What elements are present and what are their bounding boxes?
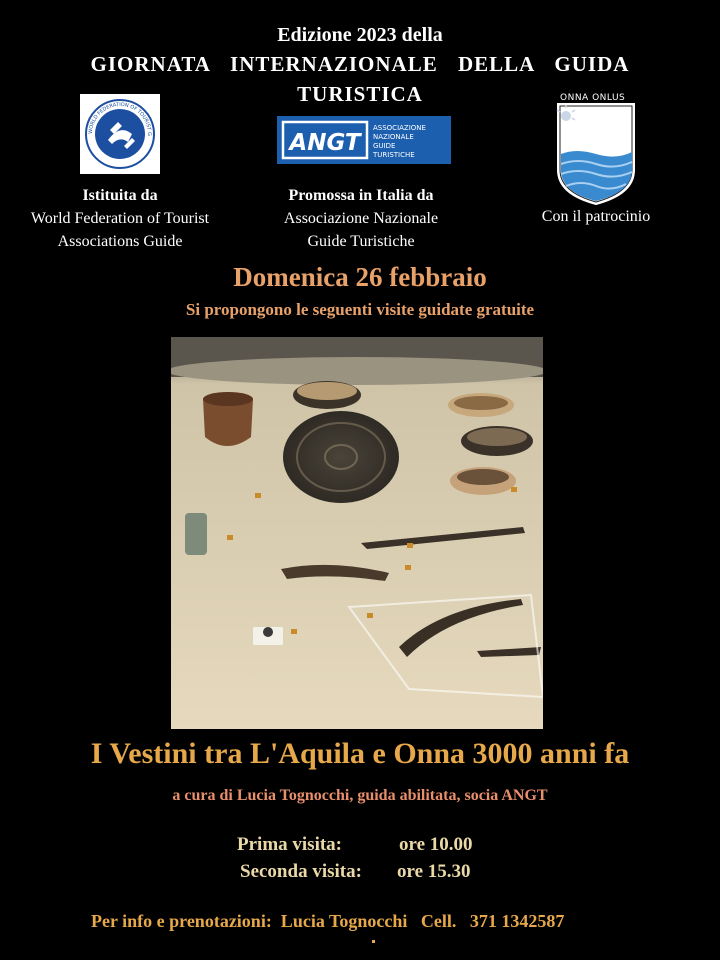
angt-logo (277, 116, 451, 164)
event-title-line2: TURISTICA (297, 82, 423, 106)
promoter-title: Promossa in Italia da (288, 187, 434, 204)
founder-caption (0, 184, 240, 253)
onna-label: ONNA ONLUS (560, 93, 626, 103)
second-visit-label: Seconda visita: (240, 861, 362, 882)
first-visit-time: ore 10.00 (399, 834, 473, 855)
curator-line: a cura di Lucia Tognocchi, guida abilitata, socia ANGT (172, 787, 548, 804)
svg-text:GUIDE: GUIDE (373, 142, 396, 150)
booking-info: Per info e prenotazioni: Lucia Tognocchi Cell. 371 1342587 (91, 911, 565, 931)
founder-line1: World Federation of Tourist (30, 210, 210, 227)
svg-text:NAZIONALE: NAZIONALE (373, 133, 414, 141)
artifacts-photo (171, 337, 543, 729)
founder-title: Istituita da (82, 187, 158, 204)
svg-text:TURISTICHE: TURISTICHE (373, 151, 415, 159)
founder-line2: Associations Guide (57, 233, 183, 250)
visit-title: I Vestini tra L'Aquila e Onna 3000 anni fa (90, 737, 630, 770)
promoter-caption (246, 184, 476, 253)
wftga-logo (80, 94, 160, 174)
trailing-dot (372, 940, 375, 943)
promoter-line1: Associazione Nazionale (283, 210, 439, 227)
event-date: Domenica 26 febbraio (233, 262, 487, 292)
onna-logo (556, 102, 636, 206)
svg-text:ASSOCIAZIONE: ASSOCIAZIONE (373, 124, 426, 132)
promoter-line2: Guide Turistiche (307, 233, 415, 250)
first-visit-label: Prima visita: (237, 834, 343, 855)
wftga-logo-text: WORLD FEDERATION OF TOURIST G (87, 101, 153, 136)
edition-heading: Edizione 2023 della (277, 24, 443, 46)
second-visit-time: ore 15.30 (397, 861, 471, 882)
angt-logo-mark: ANGT (289, 130, 361, 156)
event-subtitle: Si propongono le seguenti visite guidate gratuite (185, 300, 535, 319)
patronage-caption: Con il patrocinio (541, 208, 651, 225)
event-title-line1: GIORNATA INTERNAZIONALE DELLA GUIDA (90, 52, 630, 76)
